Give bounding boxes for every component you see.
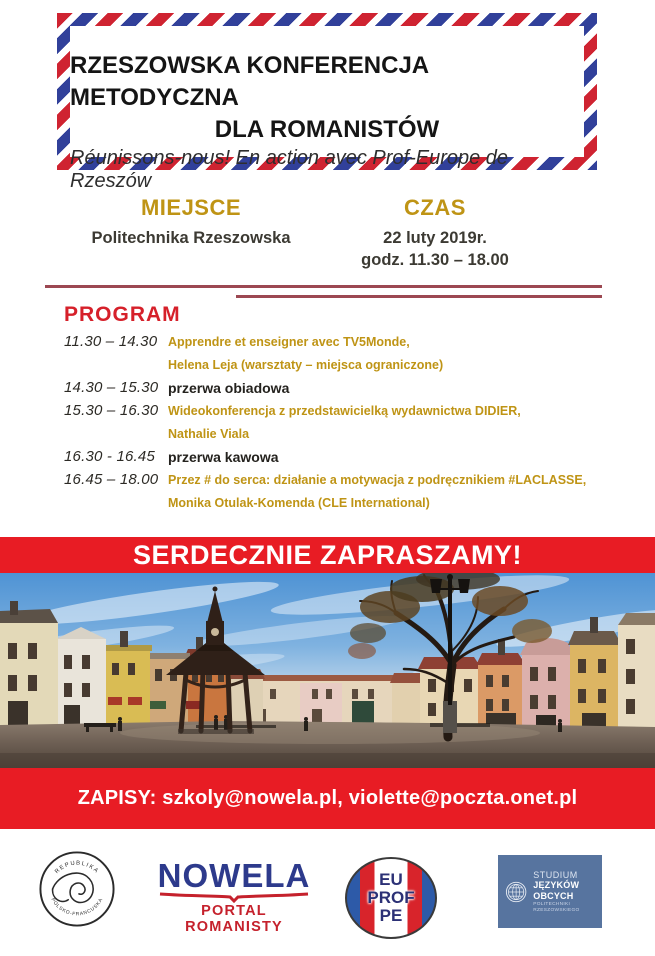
program-row	[64, 330, 624, 353]
logo-nowela-name: NOWELA	[157, 857, 311, 894]
signup-banner	[0, 768, 655, 829]
program-row	[64, 445, 624, 468]
logo-nowela-tagline: PORTAL ROMANISTY	[185, 903, 283, 935]
logo-euprofpe-text: EU PROF PE	[367, 870, 415, 925]
snail-icon	[38, 850, 116, 928]
signup-text: ZAPISY: szkoly@nowela.pl, violette@poczta.onet.pl	[77, 787, 578, 809]
invitation-banner-text: SERDECZNIE ZAPRASZAMY!	[132, 539, 522, 570]
program-desc: Wideokonferencja z przedstawicielką wydawnictwa DIDIER,	[168, 403, 521, 418]
time-date: 22 luty 2019r.	[383, 229, 487, 247]
poster-title-line1: RZESZOWSKA KONFERENCJA METODYCZNA	[70, 52, 429, 111]
time-section	[322, 195, 548, 271]
place-section	[60, 195, 322, 249]
program-desc: Monika Otulak-Komenda (CLE International)	[168, 495, 430, 510]
invitation-banner	[0, 537, 655, 573]
program-row	[64, 491, 624, 514]
time-label: CZAS	[404, 195, 466, 220]
program-row	[64, 468, 624, 491]
program-time: 15.30 – 16.30	[64, 402, 159, 419]
square-photo	[0, 573, 655, 768]
logo-nowela	[156, 857, 312, 935]
program-desc: Nathalie Viala	[168, 426, 250, 441]
header-box	[70, 26, 584, 192]
program-desc: Apprendre et enseigner avec TV5Monde,	[168, 334, 410, 349]
program-desc: Przez # do serca: działanie a motywacja z podręcznikiem #LACLASSE,	[168, 472, 587, 487]
logo-republika-bottom-text: POLSKO-FRANCUSKA	[49, 897, 105, 918]
logo-studium-jezykow-obcych	[498, 855, 602, 928]
poster-title-line2: DLA ROMANISTÓW	[214, 116, 440, 143]
logo-studium-text: STUDIUM JĘZYKÓW OBCYCH POLITECHNIKI RZESZOWSKIEGO	[533, 869, 580, 913]
program-time: 16.30 - 16.45	[64, 448, 156, 465]
logo-euprofpe	[345, 857, 437, 939]
program-time: 16.45 – 18.00	[64, 471, 159, 488]
place-value: Politechnika Rzeszowska	[91, 229, 291, 247]
poster-subtitle: Réunissons-nous! En action avec Prof-Europe de Rzeszów	[70, 147, 509, 192]
program-desc: przerwa obiadowa	[168, 379, 290, 396]
program-row	[64, 376, 624, 399]
program-schedule	[64, 330, 624, 514]
logo-republika-top-text: REPUBLIKA	[54, 860, 100, 876]
divider-line-top	[45, 285, 602, 288]
program-time: 14.30 – 15.30	[64, 379, 159, 396]
program-desc: Helena Leja (warsztaty – miejsca ograniczone)	[168, 357, 444, 372]
logo-republika-polsko-francuska	[38, 850, 116, 928]
program-heading: PROGRAM	[64, 303, 181, 326]
program-row	[64, 422, 624, 445]
program-row	[64, 399, 624, 422]
program-time: 11.30 – 14.30	[64, 333, 158, 350]
program-desc: przerwa kawowa	[168, 448, 279, 465]
place-label: MIEJSCE	[140, 195, 242, 220]
divider-line-bottom	[236, 295, 602, 298]
globe-icon	[505, 876, 527, 908]
airmail-border	[57, 13, 597, 192]
program-row	[64, 353, 624, 376]
time-hours: godz. 11.30 – 18.00	[361, 251, 509, 269]
